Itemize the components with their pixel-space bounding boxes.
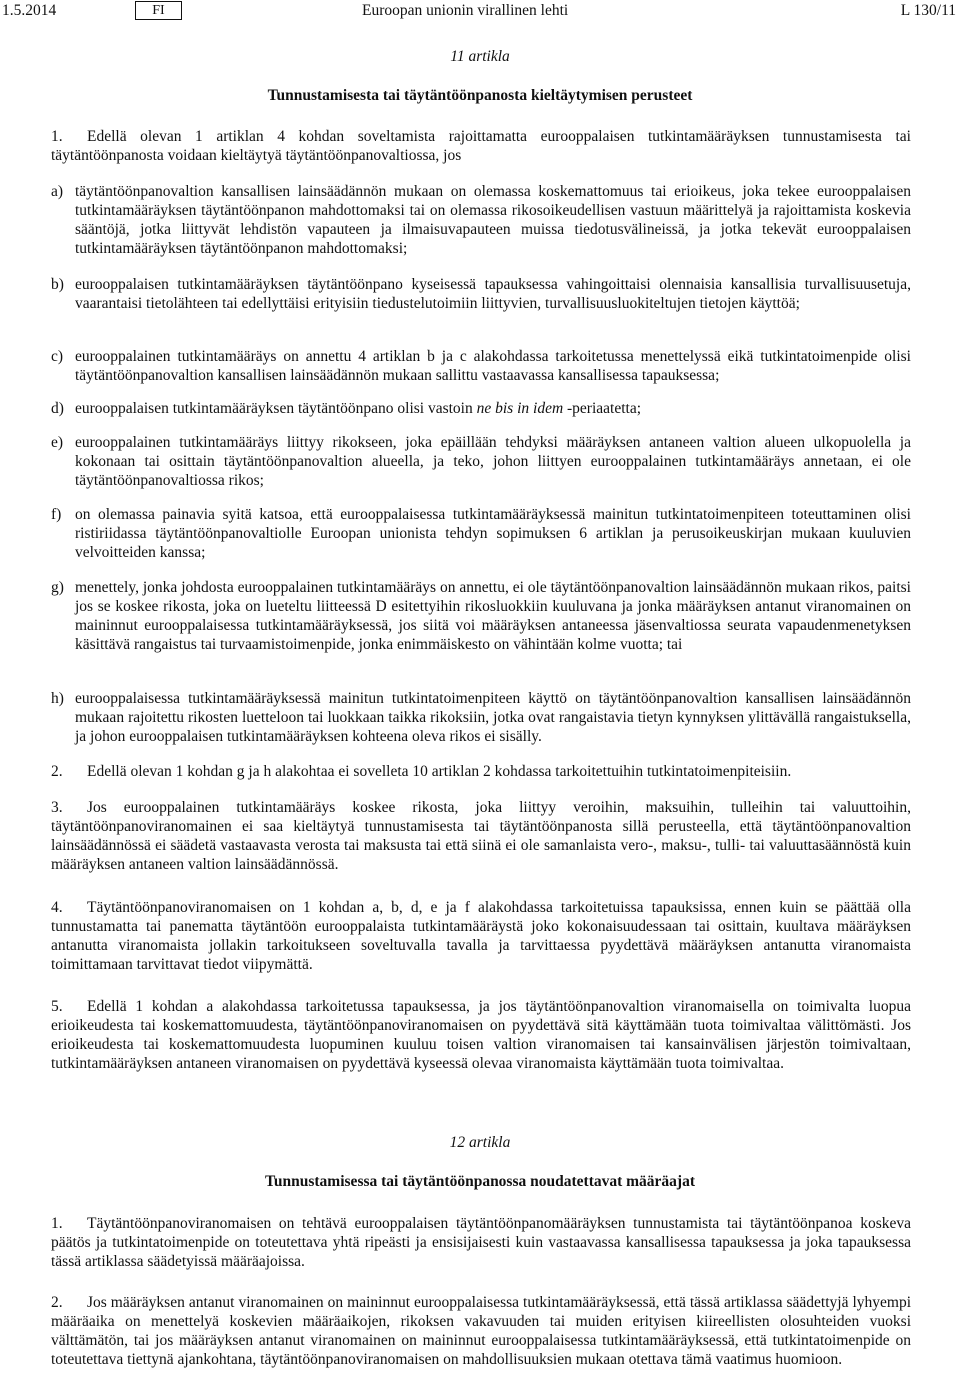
paragraph-text: Täytäntöönpanoviranomaisen on 1 kohdan a, b, d, e ja f alakohdassa tarkoitetuissa tapauksissa, ennen kuin se päättää olla tunnustamatta tai panematta täytäntöön eurooppalaista tutkintamääräystä joko kokonaisuudessaan tai osittain, kuultava määräyksen antanutta viranomaista jollakin tarkoitukseen soveltuvalla tavalla ja tarvittaessa pyydettävä määräyksen antanutta viranomaista toimittamaan tarvittavat tiedot viipymättä. xyxy=(51,899,911,973)
paragraph-number: 5. xyxy=(51,998,63,1015)
item-text: on olemassa painavia syitä katsoa, että eurooppalaisessa tutkintamääräyksessä mainitun tutkintatoimenpiteen toteuttaminen olisi ristiriidassa täytäntöönpanovaltiolle Euroopan unionista tehdyn sopimuksen 6 artiklan ja perusoikeuskirjan mukaan kuuluvien velvoitteiden kanssa; xyxy=(75,506,911,561)
paragraph-number: 1. xyxy=(51,1215,63,1232)
article-12-title: Tunnustamisessa tai täytäntöönpanossa noudatettavat määräajat xyxy=(264,1173,696,1190)
item-text: eurooppalaisessa tutkintamääräyksessä mainitun tutkintatoimenpiteen käyttö on täytäntöönpanovaltion kansallisen lainsäädännön mukaan rajoitettu rikosten luetteloon tai luokkaan taikka rikoksiin, jotka ovat rangaistavia tietyn kynnyksen ylittävällä rangaistuksella, ja johon eurooppalaisen tutkintamääräyksen kohteena oleva rikos ei sisälly. xyxy=(75,690,911,745)
page-reference: L 130/11 xyxy=(900,2,956,19)
paragraph-number: 2. xyxy=(51,763,63,780)
item-label: e) xyxy=(51,434,64,451)
item-label: b) xyxy=(51,276,64,293)
art11-paragraph-4 xyxy=(51,898,911,974)
paragraph-number: 3. xyxy=(51,799,63,816)
list-item-d xyxy=(51,399,911,418)
item-label: d) xyxy=(51,400,64,417)
paragraph-text: Edellä 1 kohdan a alakohdassa tarkoitetussa tapauksessa, ja jos täytäntöönpanovaltion viranomaisella on toimivalta luopua erioikeudesta tai koskemattomuudesta, täytäntöönpanoviranomaisen on pyydettävä sitä käyttämään tuota toimivaltaa välittömästi. Jos erioikeudesta tai koskemattomuudesta luopuminen kuuluu toisen valtion viranomaisen tai kansainvälisen järjestön toimivaltaan, tutkintamääräyksen antaneen viranomaisen on pyydettävä kyseessä olevaa viranomaista käyttämään tuota toimivaltaa. xyxy=(51,998,911,1072)
list-item-f xyxy=(51,505,911,562)
item-label: g) xyxy=(51,579,64,596)
art12-paragraph-2 xyxy=(51,1293,911,1369)
list-item-h xyxy=(51,689,911,746)
item-text: eurooppalainen tutkintamääräys liittyy rikokseen, joka epäillään tehdyksi määräyksen antaneen valtion alueen ulkopuolella ja kokonaan tai osittain täytäntöönpanovaltion alueella, ja teko, johon liittyen eurooppalainen tutkintamääräys annetaan, ei ole täytäntöönpanovaltiossa rikos; xyxy=(75,434,911,489)
item-text: eurooppalaisen tutkintamääräyksen täytäntöönpano kyseisessä tapauksessa vahingoittaisi olennaisia kansallisia turvallisuusetuja, vaarantaisi tietolähteen tai edellyttäisi erityisiin tiedustelutoimiin liittyvien, turvallisuusluokiteltujen tietojen käyttöä; xyxy=(75,276,911,312)
item-label: h) xyxy=(51,690,64,707)
paragraph-text: Jos eurooppalainen tutkintamääräys koskee rikosta, joka liittyy veroihin, maksuihin, tulleihin tai valuuttoihin, täytäntöönpanoviranomainen ei saa kieltäytyä tunnustamisesta tai täytäntöönpanosta sillä perusteella, että täytäntöönpanovaltion lainsäädännössä ei säädetä vastaavasta verosta tai maksusta tai että siinä ei ole samanlaista vero-, maksu-, tulli- tai valuuttasäännöstä kuin määräyksen antaneen valtion lainsäädännössä. xyxy=(51,799,911,873)
item-text: eurooppalaisen tutkintamääräyksen täytäntöönpano olisi vastoin ne bis in idem -periaatetta; xyxy=(75,400,642,417)
list-item-e xyxy=(51,433,911,490)
paragraph-text: Edellä olevan 1 kohdan g ja h alakohtaa ei sovelleta 10 artiklan 2 kohdassa tarkoitettuihin tutkintatoimenpiteisiin. xyxy=(87,763,792,780)
page-header xyxy=(0,0,960,22)
journal-title: Euroopan unionin virallinen lehti xyxy=(362,2,569,19)
item-label: f) xyxy=(51,506,62,523)
list-item-a xyxy=(51,182,911,258)
article-11-title: Tunnustamisesta tai täytäntöönpanosta kieltäytymisen perusteet xyxy=(267,87,693,104)
art11-paragraph-1 xyxy=(51,127,911,165)
art12-paragraph-1 xyxy=(51,1214,911,1271)
list-item-g xyxy=(51,578,911,654)
paragraph-text: Täytäntöönpanoviranomaisen on tehtävä eurooppalaisen täytäntöönpanomääräyksen tunnustamista tai täytäntöönpanoa koskeva päätös ja tutkintatoimenpide on toteutettava yhtä ripeästi ja ensisijaisesti kuin vastaavassa kansallisessa tapauksessa ja joka tapauksessa tässä artiklassa säädetyissä määräajoissa. xyxy=(51,1215,911,1270)
item-text: menettely, jonka johdosta eurooppalainen tutkintamääräys on annettu, ei ole täytäntöönpanovaltion lainsäädännön mukaan rikos, paitsi jos se koskee rikosta, joka on lueteltu liitteessä D esitettyihin rikosluokkiin kuuluvana ja jonka määräyksen antanut viranomainen on maininnut eurooppalaisessa tutkintamääräyksessä, jos siitä voi määräyksen antaneessa jäsenvaltiossa seurata vapaudenmenetyksen käsittävä rangaistus tai turvaamistoimenpide, jonka enimmäiskesto on vähintään kolme vuotta; tai xyxy=(75,579,911,653)
item-label: c) xyxy=(51,348,64,365)
paragraph-text: Jos määräyksen antanut viranomainen on maininnut eurooppalaisessa tutkintamääräyksessä, että tässä artiklassa säädettyjä lyhyempi määräaika on menettelyä koskevien määräaikojen, rikoksen vakavuuden tai muiden erityisen kiireellisten olosuhteiden vuoksi välttämätön, tai jos määräyksen antanut viranomainen on maininnut eurooppalaisessa tutkintamääräyksessä, että tutkintatoimenpide on toteutettava tiettynä ajankohtana, täytäntöönpanoviranomaisen on mahdollisuuksien mukaan otettava tämä vaatimus huomioon. xyxy=(51,1294,911,1368)
article-12-number: 12 artikla xyxy=(449,1134,511,1151)
paragraph-text: Edellä olevan 1 artiklan 4 kohdan soveltamista rajoittamatta eurooppalaisen tutkintamääräyksen tunnustamisesta tai täytäntöönpanosta voidaan kieltäytyä täytäntöönpanovaltiossa, jos xyxy=(51,128,911,164)
paragraph-number: 2. xyxy=(51,1294,63,1311)
article-11-number: 11 artikla xyxy=(450,48,510,65)
list-item-b xyxy=(51,275,911,313)
item-text: eurooppalainen tutkintamääräys on annettu 4 artiklan b ja c alakohdassa tarkoitetussa menettelyssä eikä tutkintatoimenpide olisi täytäntöönpanovaltion kansallisen lainsäädännön mukaan sallittu vastaavassa kansallisessa tapauksessa; xyxy=(75,348,911,384)
art11-paragraph-2 xyxy=(51,762,911,781)
art11-paragraph-3 xyxy=(51,798,911,874)
latin-phrase: ne bis in idem xyxy=(476,400,564,417)
publication-date: 1.5.2014 xyxy=(2,2,57,19)
paragraph-number: 4. xyxy=(51,899,63,916)
list-item-c xyxy=(51,347,911,385)
item-text: täytäntöönpanovaltion kansallisen lainsäädännön mukaan on olemassa koskemattomuus tai erioikeus, joka tekee eurooppalaisen tutkintamääräyksen täytäntöönpanon mahdottomaksi tai on olemassa rikosoikeudellisen vastuun määrittelyä ja rajoittamista koskevia sääntöjä, jotka liittyvät lehdistön vapauteen ja ilmaisuvapauteen muissa tiedotusvälineissä, ja jotka tekevät eurooppalaisen tutkintamääräyksen täytäntöönpanon mahdottomaksi; xyxy=(75,183,911,257)
paragraph-number: 1. xyxy=(51,128,63,145)
art11-paragraph-5 xyxy=(51,997,911,1073)
item-label: a) xyxy=(51,183,64,200)
language-code-box: FI xyxy=(135,1,182,20)
